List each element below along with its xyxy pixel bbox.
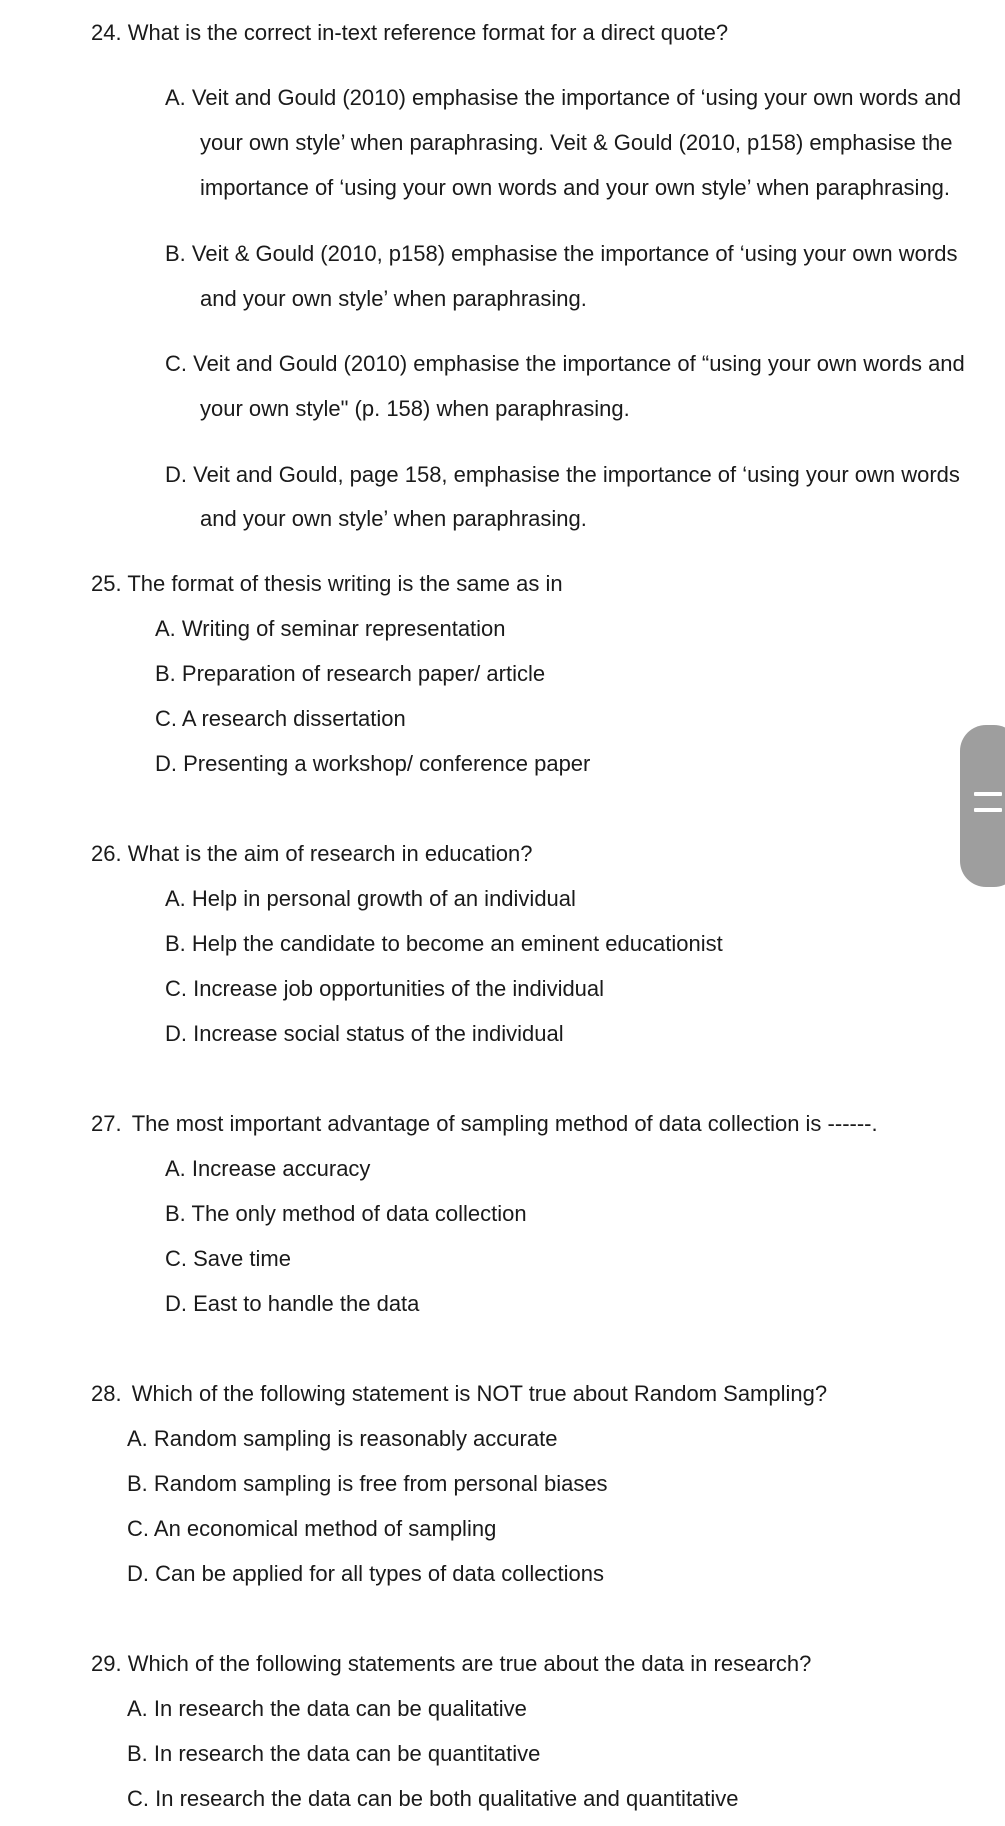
question-text: What is the correct in-text reference format for a direct quote? (127, 20, 729, 45)
question-text: What is the aim of research in education? (127, 841, 533, 866)
question-26 (91, 841, 532, 867)
question-28 (91, 1381, 827, 1407)
question-text: Which of the following statements are true about the data in research? (127, 1651, 812, 1676)
question-text: The format of thesis writing is the same as in (127, 571, 563, 596)
option-26c: C. Increase job opportunities of the individual (165, 976, 605, 1001)
question-25 (91, 571, 563, 597)
option-28a: A. Random sampling is reasonably accurate (127, 1426, 558, 1451)
question-29 (91, 1651, 811, 1677)
option-27a: A. Increase accuracy (165, 1156, 371, 1181)
option-27d: D. East to handle the data (165, 1291, 420, 1316)
question-24 (91, 20, 728, 46)
grip-icon (974, 808, 1002, 812)
option-24c-line-2: your own style" (p. 158) when paraphrasing. (200, 396, 630, 421)
option-25b: B. Preparation of research paper/ article (155, 661, 546, 686)
option-29c: C. In research the data can be both qualitative and quantitative (127, 1786, 739, 1811)
option-25c: C. A research dissertation (155, 706, 406, 731)
option-26d: D. Increase social status of the individual (165, 1021, 564, 1046)
option-27b: B. The only method of data collection (165, 1201, 527, 1226)
option-24c-line-1: C. Veit and Gould (2010) emphasise the importance of “using your own words and (165, 351, 965, 376)
question-number: 28. (91, 1381, 122, 1406)
option-24d-line-2: and your own style’ when paraphrasing. (200, 506, 587, 531)
option-25a: A. Writing of seminar representation (155, 616, 506, 641)
option-29a: A. In research the data can be qualitative (127, 1696, 527, 1721)
option-28c: C. An economical method of sampling (127, 1516, 497, 1541)
question-number: 27. (91, 1111, 122, 1136)
option-28b: B. Random sampling is free from personal biases (127, 1471, 608, 1496)
option-29b: B. In research the data can be quantitative (127, 1741, 541, 1766)
option-26b: B. Help the candidate to become an eminent educationist (165, 931, 723, 956)
question-number: 26. (91, 841, 122, 866)
scroll-handle[interactable] (960, 725, 1005, 887)
option-25d: D. Presenting a workshop/ conference paper (155, 751, 591, 776)
question-text: Which of the following statement is NOT true about Random Sampling? (131, 1381, 828, 1406)
option-24a-line-2: your own style’ when paraphrasing. Veit & Gould (2010, p158) emphasise the (200, 130, 953, 155)
grip-icon (974, 792, 1002, 796)
option-28d: D. Can be applied for all types of data collections (127, 1561, 604, 1586)
option-24a-line-3: importance of ‘using your own words and your own style’ when paraphrasing. (200, 175, 951, 200)
option-24b-line-2: and your own style’ when paraphrasing. (200, 286, 587, 311)
question-number: 24. (91, 20, 122, 45)
option-27c: C. Save time (165, 1246, 291, 1271)
option-24d-line-1: D. Veit and Gould, page 158, emphasise the importance of ‘using your own words (165, 462, 960, 487)
question-number: 25. (91, 571, 122, 596)
question-text: The most important advantage of sampling method of data collection is ------. (131, 1111, 878, 1136)
option-24b-line-1: B. Veit & Gould (2010, p158) emphasise the importance of ‘using your own words (165, 241, 958, 266)
option-26a: A. Help in personal growth of an individual (165, 886, 576, 911)
question-27 (91, 1111, 878, 1137)
question-number: 29. (91, 1651, 122, 1676)
option-24a-line-1: A. Veit and Gould (2010) emphasise the importance of ‘using your own words and (165, 85, 962, 110)
